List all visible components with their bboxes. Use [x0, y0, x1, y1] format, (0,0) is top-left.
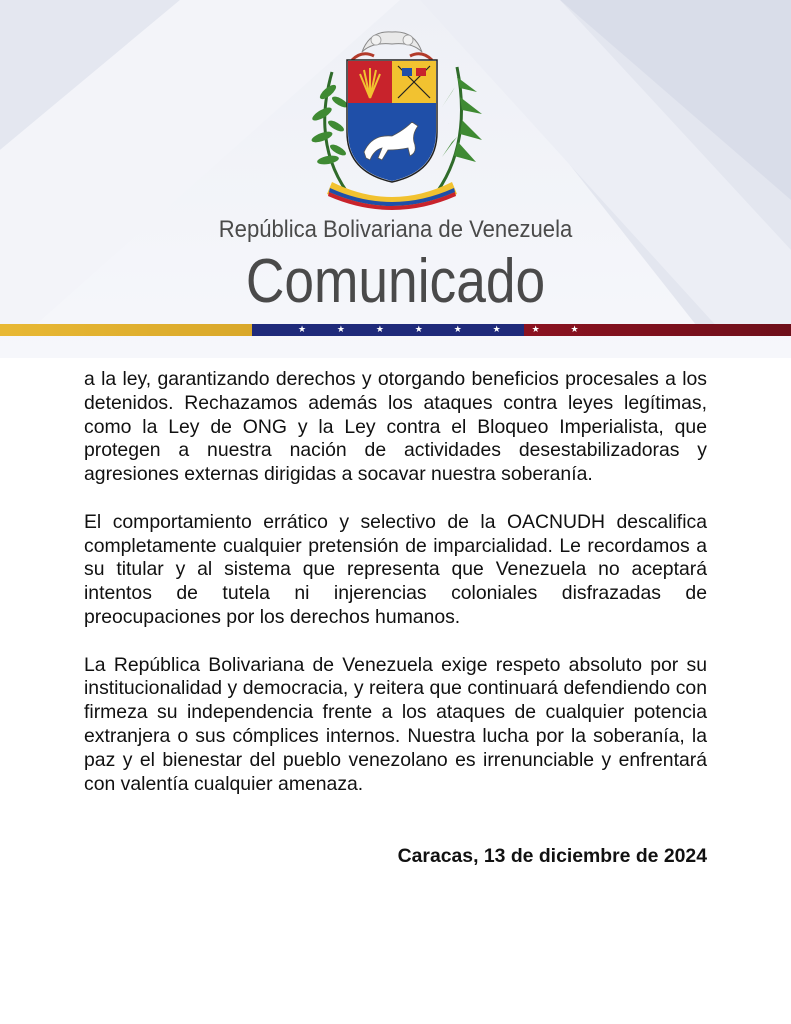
- page-title: Comunicado: [245, 247, 546, 316]
- coat-of-arms-icon: [292, 22, 492, 212]
- paragraph-3: La República Bolivariana de Venezuela exige respeto absoluto por su institucionalidad y democracia, y reitera que continuará defendiendo con firmeza su independencia frente a los ataques de cualquier potencia extranjera o sus cómplices internos. Nuestra lucha por la soberanía, la paz y el bienestar del pueblo venezolano es irrenunciable y enfrentará con valentía cualquier amenaza.: [84, 653, 707, 795]
- stars-icon: ★ ★ ★ ★ ★ ★ ★ ★: [298, 325, 593, 335]
- stripe-yellow: [0, 324, 252, 336]
- communique-body: [84, 368, 707, 820]
- place-date: Caracas, 13 de diciembre de 2024: [397, 845, 707, 867]
- republic-heading: República Bolivariana de Venezuela: [218, 216, 573, 243]
- letterhead: [0, 0, 791, 358]
- paragraph-1: a la ley, garantizando derechos y otorgando beneficios procesales a los detenidos. Rechazamos además los ataques contra leyes legítimas, como la Ley de ONG y la Ley contra el Bloqueo Imperialista, que protegen a nuestra nación de actividades desestabilizadoras y agresiones externas dirigidas a socavar nuestra soberanía.: [84, 368, 707, 486]
- paragraph-2: El comportamiento errático y selectivo de la OACNUDH descalifica completamente cualquier pretensión de imparcialidad. Le recordamos a su titular y al sistema que representa que Venezuela no aceptará intentos de tutela ni injerencias coloniales disfrazadas de preocupaciones por los derechos humanos.: [84, 510, 707, 628]
